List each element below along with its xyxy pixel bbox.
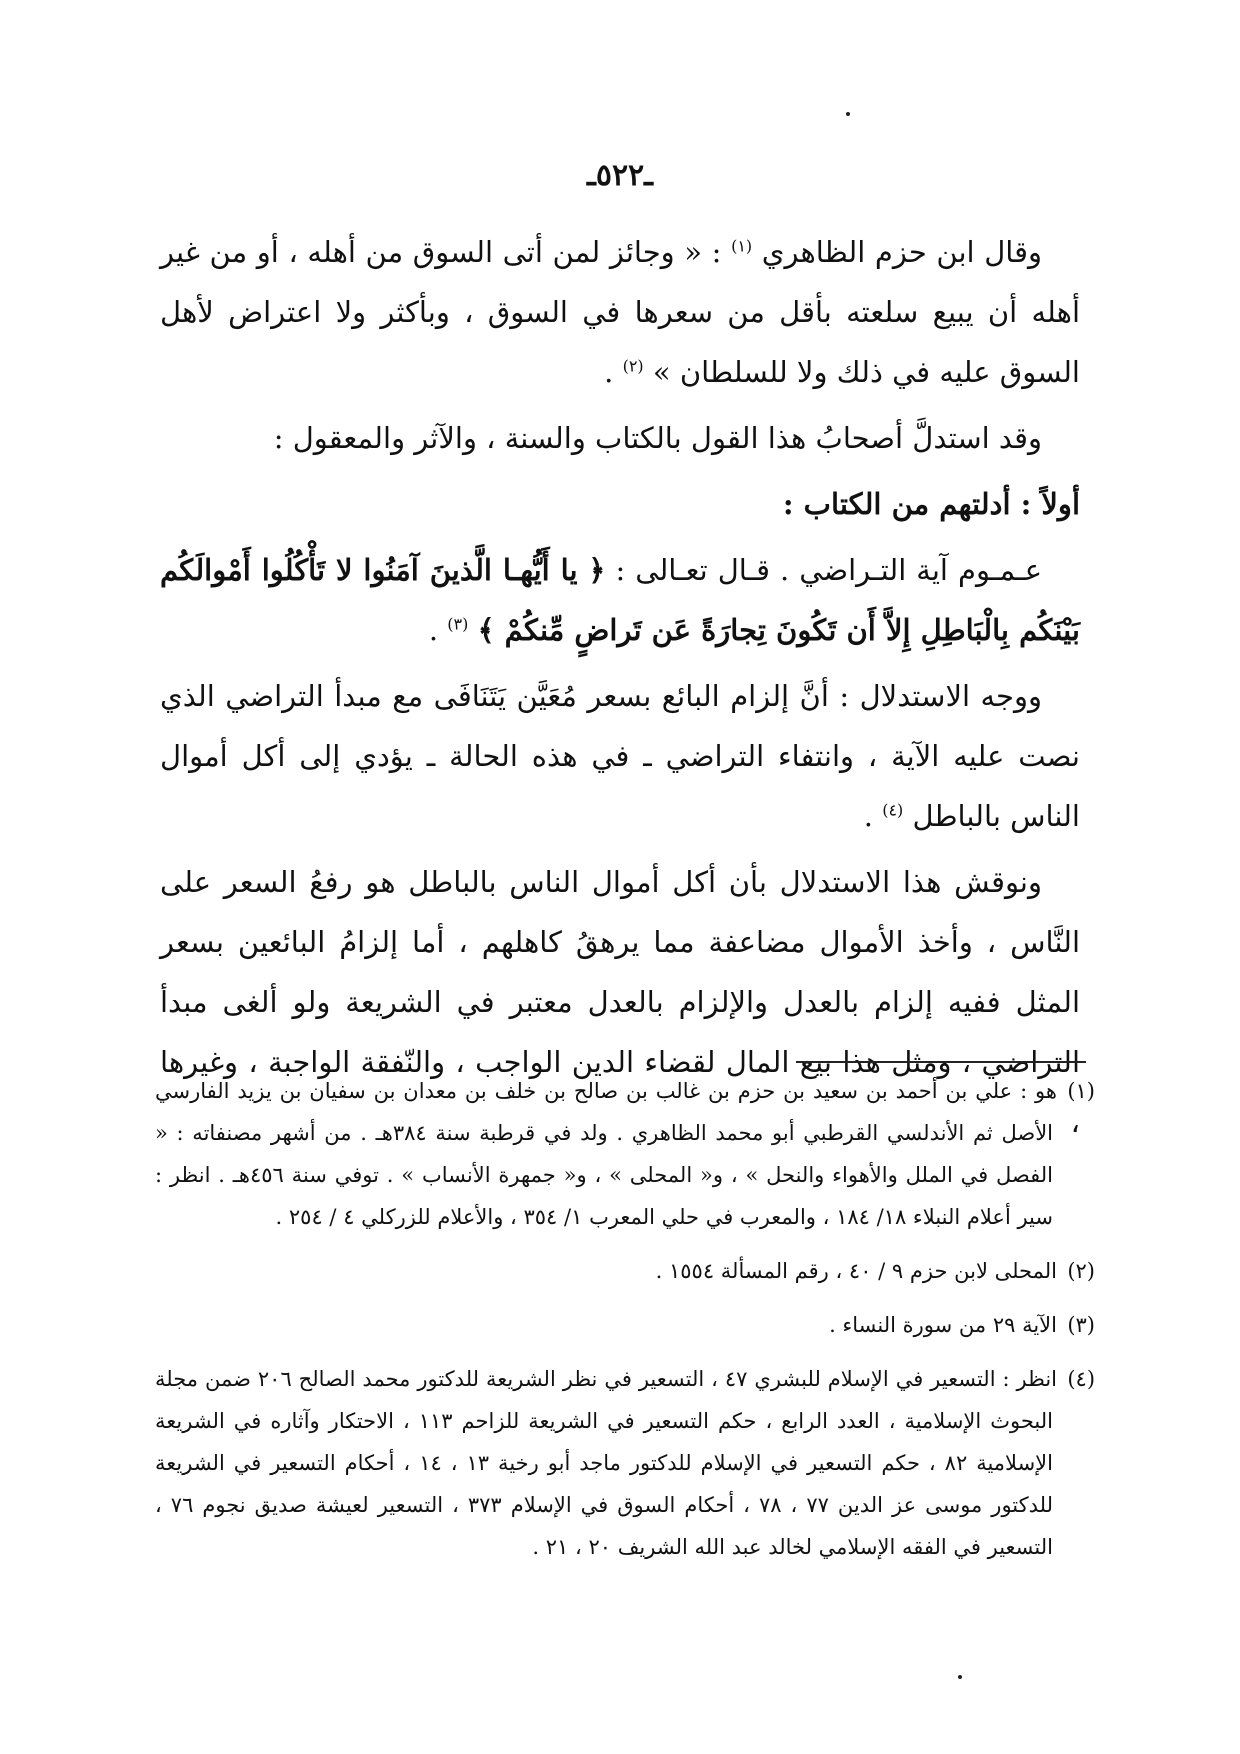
footnote-number: (٤) [1067,1367,1096,1391]
main-text [160,222,1080,1152]
paragraph-rebuttal: ونوقش هذا الاستدلال بأن أكل أموال الناس بالباطل هو رفعُ السعر على النَّاس ، وأخذ الأموال مضاعفة مما يرهقُ كاهلهم ، أما إلزامُ البائعين بسعر المثل ففيه إلزام بالعدل والإلزام بالعدل معتبر في الشريعة ولو ألغى مبدأ التراضي ، ومثل هذا بيع المال لقضاء الدين الواجب ، والنّفقة الواجبة ، وغيرها ، [160,865,1080,1139]
paragraph-quran-verse [160,540,1080,660]
footnote-2 [155,1250,1095,1292]
sentence-end: . [863,799,873,833]
paragraph-text: ووجه الاستدلال : أنَّ إلزام البائع بسعر مُعَيَّن يَتَنَافَى مع مبدأ التراضي الذي نصت عليه الآية ، وانتفاء التراضي ـ في هذه الحالة ـ يؤدي إلى أكل أموال الناس بالباطل [160,679,1080,833]
page-number: ـ٥٢٢ـ [587,158,653,193]
footnote-text: انظر : التسعير في الإسلام للبشري ٤٧ ، التسعير في نظر الشريعة للدكتور محمد الصالح ٢٠٦ ضمن مجلة البحوث الإسلامية ، العدد الرابع ، حكم التسعير في الشريعة للزاحم ١١٣ ، الاحتكار وآثاره في الشريعة الإسلامية ٨٢ ، حكم التسعير في الإسلام للدكتور ماجد أبو رخية ١٣ ، ١٤ ، أحكام التسعير في الشريعة للدكتور موسى عز الدين ٧٧ ، ٧٨ ، أحكام السوق في الإسلام ٣٧٣ ، التسعير لعيشة صديق نجوم ٧٦ ، التسعير في الفقه الإسلامي لخالد عبد الله الشريف ٢٠ ، ٢١ . [155,1367,1058,1559]
footnote-text: المحلى لابن حزم ٩ / ٤٠ ، رقم المسألة ١٥٥٤ . [655,1259,1057,1283]
paragraph-evidence-intro: وقد استدلَّ أصحابُ هذا القول بالكتاب والسنة ، والآثر والمعقول : [273,421,1042,455]
footnote-ref-1: (١) [731,236,753,256]
paragraph-evidence-reasoning [160,666,1080,846]
footnote-number: (٣) [1067,1313,1095,1337]
footnote-ref-3: (٣) [447,614,469,634]
paragraph-text: وقال ابن حزم الظاهري [761,235,1043,269]
paragraph-text: عـمـوم آية التـراضي . قـال تعـالى : [615,553,1043,587]
footnote-text: الآية ٢٩ من سورة النساء . [829,1313,1057,1337]
quran-verse: ﴿ يا أَيُّهـا الَّذينَ آمَنُوا لا تَأْكُلُوا أَمْوالَكُم بَيْنَكُم بِالْبَاطِلِ إِلاَّ أَن تَكُونَ تِجارَةً عَن تَراضٍ مِّنكُمْ ﴾ [160,553,1080,647]
footnote-1 [155,1070,1095,1238]
footnote-4 [155,1358,1095,1568]
paragraph-ibn-hazm-quote [160,222,1080,402]
footnote-ref-4: (٤) [882,800,904,820]
footnote-ref-2: (٢) [622,356,644,376]
footnote-3 [155,1304,1095,1346]
footnote-number: (١) [1067,1079,1095,1103]
scan-speck [846,112,850,116]
sentence-end: . [604,355,614,389]
footnote-number: (٢) [1067,1259,1095,1283]
scan-speck [958,1675,962,1679]
footnote-separator [796,1061,1086,1063]
footnote-text: هو : علي بن أحمد بن سعيد بن حزم بن غالب بن صالح بن خلف بن معدان بن سفيان بن يزيد الفارسي الأصل ثم الأندلسي القرطبي أبو محمد الظاهري . ولد في قرطبة سنة ٣٨٤هـ . من أشهر مصنفاته : « الفصل في الملل والأهواء والنحل » ، و« المحلى » ، و« جمهرة الأنساب » . توفي سنة ٤٥٦هـ . انظر : سير أعلام النبلاء ١٨/ ١٨٤ ، والمعرب في حلي المعرب ١/ ٣٥٤ ، والأعلام للزركلي ٤ / ٢٥٤ . [155,1079,1057,1229]
quote-text: : « وجائز لمن أتى السوق من أهله ، أو من غير أهله أن يبيع سلعته بأقل من سعرها في السوق ، وبأكثر ولا اعتراض لأهل السوق عليه في ذلك ولا للسلطان » [160,235,1080,389]
footnotes [155,1070,1095,1580]
section-heading: أولاً : أدلتهم من الكتاب : [782,487,1080,521]
sentence-end: . [428,613,439,647]
